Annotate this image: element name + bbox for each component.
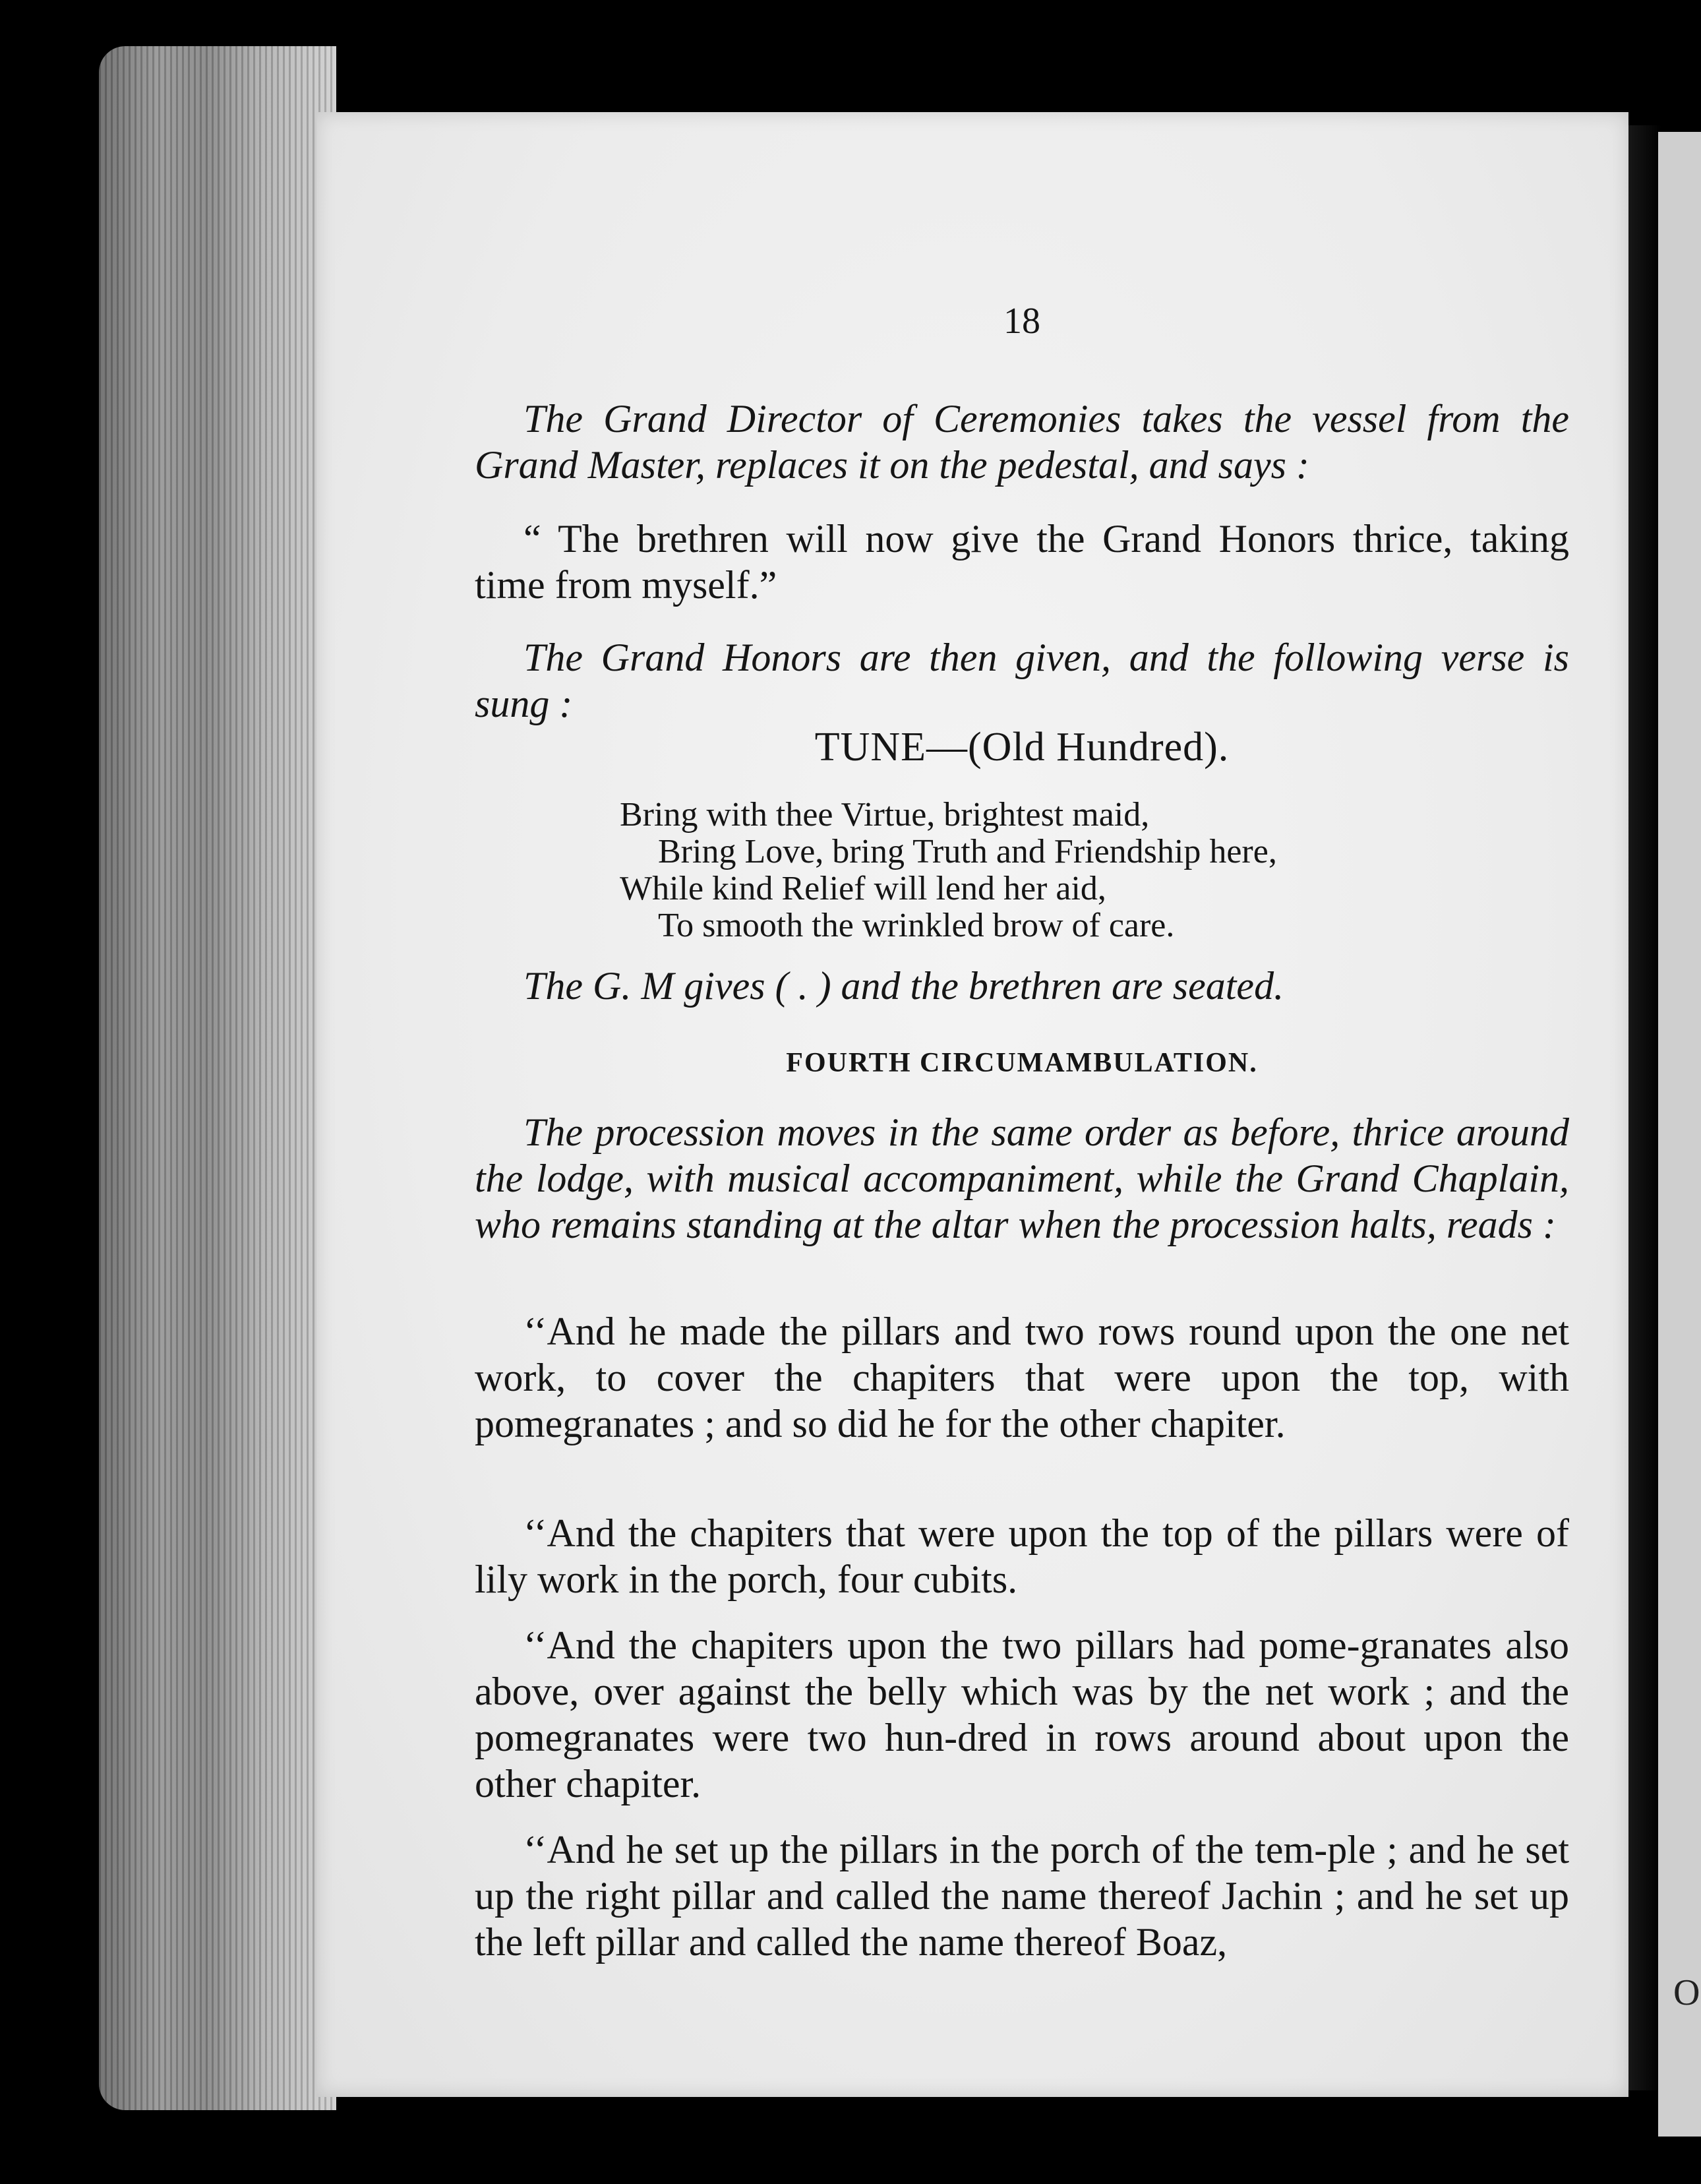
paragraph-speech-1: “ The brethren will now give the Grand Honors thrice, taking time from myself.” xyxy=(475,517,1569,607)
paragraph-reading-2: ‘‘And the chapiters that were upon the top of the pillars were of lily work in the porch, four cubits. xyxy=(475,1511,1569,1601)
paragraph-instruction-2: The Grand Honors are then given, and the following verse is sung : xyxy=(475,636,1569,725)
paragraph-reading-3: ‘‘And the chapiters upon the two pillars had pome-granates also above, over against the belly which was by the net work ; and the pomegranates were two hun-dred in rows around about upon the other chapiter. xyxy=(475,1623,1569,1805)
hymn-verse xyxy=(620,797,1543,944)
paragraph-instruction-3: The G. M gives ( . ) and the brethren are seated. xyxy=(523,964,1284,1008)
verse-line-3: While kind Relief will lend her aid, xyxy=(620,870,1106,907)
section-heading: FOURTH CIRCUMAMBULATION. xyxy=(786,1048,1258,1078)
paragraph-instruction-4: The procession moves in the same order as before, thrice around the lodge, with musical accompaniment, while the Grand Chaplain, who remains standing at the altar when the procession halts, reads : xyxy=(475,1110,1569,1246)
paragraph-reading-4: ‘‘And he set up the pillars in the porch of the tem-ple ; and he set up the right pillar and called the name thereof Jachin ; and he set up the left pillar and called the name thereof Boaz, xyxy=(475,1828,1569,1964)
paragraph-reading-1: ‘‘And he made the pillars and two rows round upon the one net work, to cover the chapiters that were upon the top, with pomegranates ; and so did he for the other chapiter. xyxy=(475,1310,1569,1445)
adjacent-page xyxy=(1658,132,1701,2137)
verse-line-1: Bring with thee Virtue, brightest maid, xyxy=(620,796,1150,834)
adjacent-page-letter: O xyxy=(1673,1972,1700,2013)
book-page-edges xyxy=(99,46,336,2110)
page-number: 18 xyxy=(1003,301,1040,342)
paragraph-instruction-1: The Grand Director of Ceremonies takes the vessel from the Grand Master, replaces it on the pedestal, and says : xyxy=(475,397,1569,487)
tune-title-text: TUNE—(Old Hundred). xyxy=(814,725,1230,770)
tune-title xyxy=(475,724,1569,771)
verse-line-2: Bring Love, bring Truth and Friendship here, xyxy=(658,833,1277,870)
verse-line-4: To smooth the wrinkled brow of care. xyxy=(658,907,1175,944)
